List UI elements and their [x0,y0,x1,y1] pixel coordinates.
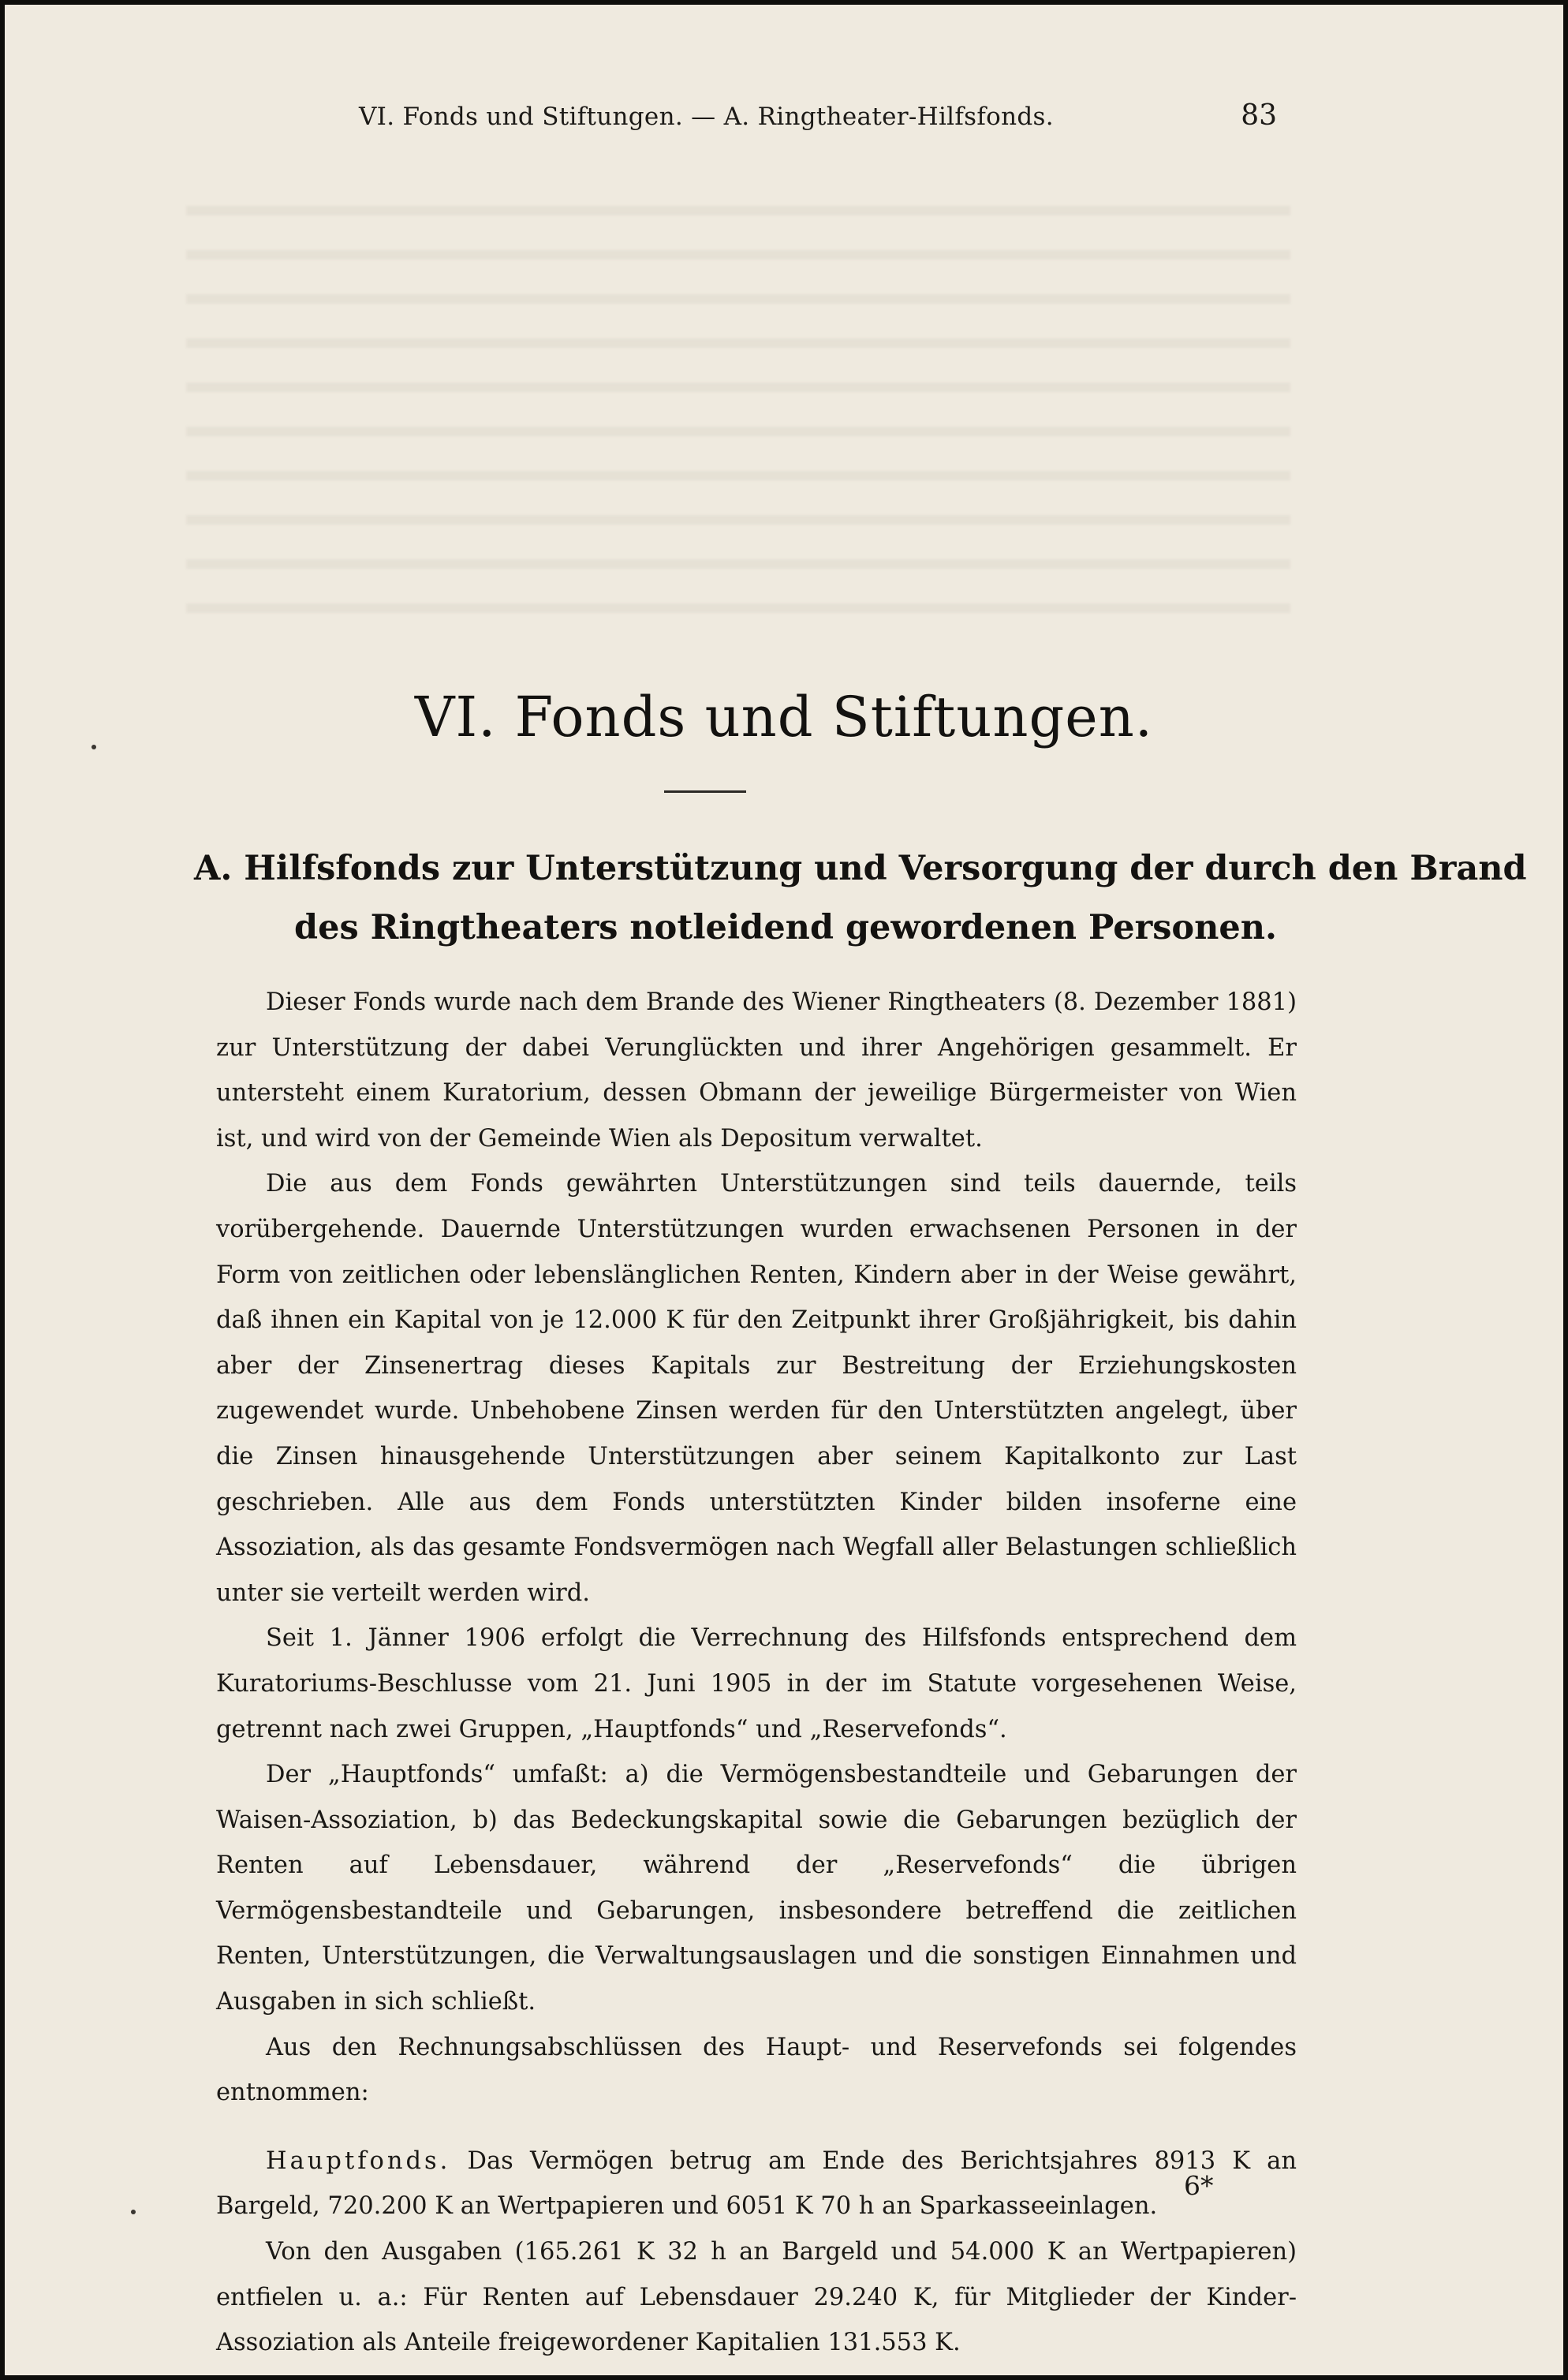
body-text [216,980,1297,2366]
paragraph-ausgaben: Von den Ausgaben (165.261 K 32 h an Bargeld und 54.000 K an Wertpapieren) entfielen u. a.: Für Renten auf Lebensdauer 29.240 K, für Mitglieder der Kinder-Assoziation als Anteile freigewordener Kapitalien 131.553 K. [216,2238,1297,2357]
bleed-through-shadow [186,182,1290,648]
hauptfonds-label: Hauptfonds. [266,2146,451,2175]
paragraph-3: Seit 1. Jänner 1906 erfolgt die Verrechnung des Hilfsfonds entsprechend dem Kuratoriums-Beschlusse vom 21. Juni 1905 in der im Statute vorgesehenen Weise, getrennt nach zwei Gruppen, „Hauptfonds“ und „Reservefonds“. [216,1624,1297,1743]
paragraph-4: Der „Hauptfonds“ umfaßt: a) die Vermögensbestandteile und Gebarungen der Waisen-Assoziation, b) das Bedeckungskapital sowie die Gebarungen bezüglich der Renten auf Lebensdauer, während der „Reservefonds“ die übrigen Vermögensbestandteile und Gebarungen, insbesondere betreffend die zeitlichen Renten, Unterstützungen, die Verwaltungsauslagen und die sonstigen Einnahmen und Ausgaben in sich schließt. [216,1761,1297,2016]
page-number: 83 [1241,99,1277,132]
running-head [5,99,1563,139]
running-head-title: VI. Fonds und Stiftungen. — A. Ringtheater-Hilfsfonds. [359,103,1054,131]
hauptfonds-text: Das Vermögen betrug am Ende des Berichtsjahres 8913 K an Bargeld, 720.200 K an Wertpapieren und 6051 K 70 h an Sparkasseeinlagen. [216,2146,1297,2221]
section-title-line-2: des Ringtheaters notleidend gewordenen Personen. [294,908,1277,947]
document-page [5,5,1563,2375]
paragraph-5: Aus den Rechnungsabschlüssen des Haupt- und Reservefonds sei folgendes entnommen: [216,2033,1297,2107]
chapter-title: VI. Fonds und Stiftungen. [414,685,1154,749]
paragraph-1: Dieser Fonds wurde nach dem Brande des Wiener Ringtheaters (8. Dezember 1881) zur Unterstützung der dabei Verunglückten und ihrer Angehörigen gesammelt. Er untersteht einem Kuratorium, dessen Obmann der jeweilige Bürgermeister von Wien ist, und wird von der Gemeinde Wien als Depositum verwaltet. [216,988,1297,1153]
paragraph-2: Die aus dem Fonds gewährten Unterstützungen sind teils dauernde, teils vorübergehende. Dauernde Unterstützungen wurden erwachsenen Personen in der Form von zeitlichen oder lebenslänglichen Renten, Kindern aber in der Weise gewährt, daß ihnen ein Kapital von je 12.000 K für den Zeitpunkt ihrer Großjährigkeit, bis dahin aber der Zinsenertrag dieses Kapitals zur Bestreitung der Erziehungskosten zugewendet wurde. Unbehobene Zinsen werden für den Unterstützten angelegt, über die Zinsen hinausgehende Unterstützungen aber seinem Kapitalkonto zur Last geschrieben. Alle aus dem Fonds unterstützten Kinder bilden insoferne eine Assoziation, als das gesamte Fondsvermögen nach Wegfall aller Belastungen schließlich unter sie verteilt werden wird. [216,1170,1297,1607]
paper-speck [131,2210,136,2214]
paragraph-hauptfonds [216,2139,1297,2229]
section-title-line-1: A. Hilfsfonds zur Unterstützung und Versorgung der durch den Brand [194,849,1527,888]
title-rule [664,790,746,793]
paper-speck [91,745,96,749]
signature-mark: 6* [1184,2170,1214,2201]
section-title [194,839,1527,958]
